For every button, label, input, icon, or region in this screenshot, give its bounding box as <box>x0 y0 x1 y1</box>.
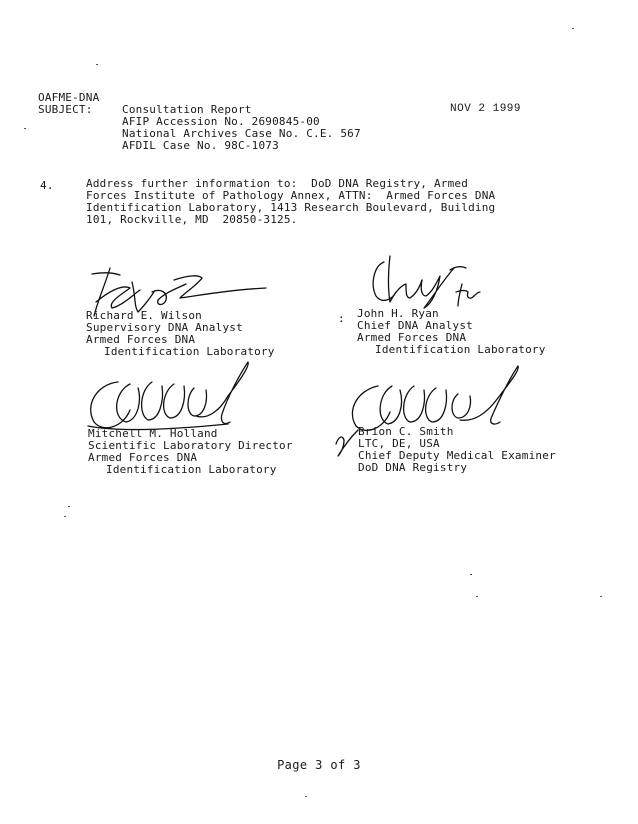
subject-block <box>122 104 361 152</box>
scan-speck <box>68 506 70 507</box>
ryan-signature-block <box>357 308 546 356</box>
paragraph-line: Forces Institute of Pathology Annex, ATTN: Armed Forces DNA <box>86 189 496 202</box>
scan-speck <box>572 28 574 29</box>
signatory-name: Mitchell M. Holland <box>88 427 218 440</box>
signatory-org: DoD DNA Registry <box>358 461 468 474</box>
signatory-name: Richard E. Wilson <box>86 309 202 322</box>
signatory-org: Identification Laboratory <box>104 345 275 358</box>
signatory-name: John H. Ryan <box>357 307 439 320</box>
date-stamp: NOV 2 1999 <box>450 103 522 115</box>
scan-speck <box>600 596 602 597</box>
signatory-title: Scientific Laboratory Director <box>88 439 293 452</box>
subject-line: National Archives Case No. C.E. 567 <box>122 127 361 140</box>
smith-signature-block <box>358 426 556 474</box>
subject-line: Consultation Report <box>122 103 252 116</box>
paragraph-line: 101, Rockville, MD 20850-3125. <box>86 213 298 226</box>
signatory-rank: LTC, DE, USA <box>358 437 440 450</box>
signatory-org: Armed Forces DNA <box>357 331 467 344</box>
paragraph-number: 4. <box>40 179 54 192</box>
paragraph-line: Identification Laboratory, 1413 Research Boulevard, Building <box>86 201 496 214</box>
page-number: Page 3 of 3 <box>277 758 361 772</box>
scan-speck <box>24 128 26 129</box>
scan-speck <box>476 596 478 597</box>
scan-speck <box>305 796 307 797</box>
signatory-title: Chief Deputy Medical Examiner <box>358 449 556 462</box>
signatory-title: Chief DNA Analyst <box>357 319 473 332</box>
office-code: OAFME-DNA <box>38 91 100 104</box>
signatory-title: Supervisory DNA Analyst <box>86 321 243 334</box>
paragraph-body <box>86 178 495 226</box>
paragraph-line: Address further information to: DoD DNA Registry, Armed <box>86 177 469 190</box>
holland-signature-block <box>88 428 293 476</box>
subject-line: AFDIL Case No. 98C-1073 <box>122 139 279 152</box>
scan-speck <box>64 516 66 517</box>
signatory-name: Brion C. Smith <box>358 425 454 438</box>
signatory-org: Identification Laboratory <box>375 343 546 356</box>
signatory-org: Armed Forces DNA <box>86 333 196 346</box>
signatory-org: Armed Forces DNA <box>88 451 198 464</box>
scan-speck <box>96 64 98 65</box>
speck-mark: : <box>338 312 345 325</box>
wilson-signature-block <box>86 310 275 358</box>
subject-label: SUBJECT: <box>38 103 93 116</box>
subject-line: AFIP Accession No. 2690845-00 <box>122 115 320 128</box>
signatory-org: Identification Laboratory <box>106 463 277 476</box>
scan-speck <box>470 574 472 575</box>
